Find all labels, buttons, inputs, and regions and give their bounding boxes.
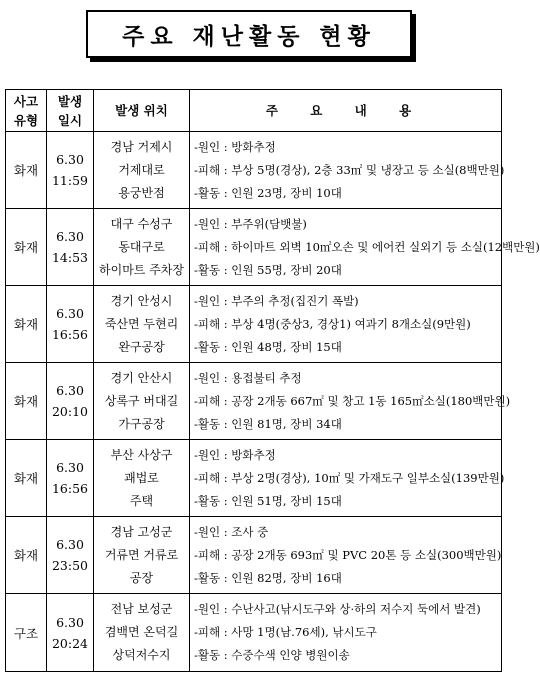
header-time-line1: 발생 (57, 93, 83, 109)
location-line: 주택 (129, 493, 154, 508)
table-row (6, 517, 502, 594)
incident-location (94, 440, 190, 517)
location-line: 겸백면 온덕길 (104, 625, 179, 639)
disaster-status-table (5, 89, 540, 672)
incident-details (190, 209, 540, 286)
detail-cause: -원인 : 조사 중 (194, 524, 269, 539)
incident-date: 6.30 (56, 537, 84, 552)
incident-type: 화재 (6, 517, 47, 594)
location-line: 경기 안성시 (110, 293, 173, 308)
header-time-line2: 일시 (57, 112, 83, 128)
header-type (6, 90, 47, 132)
incident-type: 화재 (6, 363, 47, 440)
incident-time: 23:50 (51, 558, 89, 573)
incident-location (94, 132, 190, 209)
incident-details (190, 517, 502, 594)
location-line: 상덕저수지 (112, 648, 171, 662)
location-line: 경남 거제시 (110, 139, 173, 154)
detail-damage: -피해 : 부상 5명(경상), 2층 33㎡ 및 냉장고 등 소실(8백만원) (194, 162, 505, 177)
incident-datetime (47, 594, 94, 672)
table-row (6, 286, 502, 363)
location-line: 동대구로 (118, 239, 165, 254)
location-line: 대구 수성구 (110, 216, 173, 231)
incident-datetime (47, 363, 94, 440)
detail-activity: -활동 : 인원 55명, 장비 20대 (194, 262, 342, 277)
incident-date: 6.30 (56, 614, 84, 630)
detail-activity: -활동 : 수중수색 인양 병원이송 (194, 648, 350, 662)
location-line: 경남 고성군 (110, 524, 173, 539)
incident-type: 구조 (6, 594, 47, 672)
incident-location (94, 517, 190, 594)
location-line: 경기 안산시 (110, 370, 173, 385)
location-line: 하이마트 주차장 (99, 262, 184, 277)
detail-cause: -원인 : 수난사고(낚시도구와 상·하의 저수지 둑에서 발견) (194, 602, 481, 616)
header-type-line2: 유형 (13, 112, 39, 128)
location-line: 전남 보성군 (110, 602, 173, 616)
incident-location (94, 363, 190, 440)
table-row (6, 594, 502, 672)
detail-cause: -원인 : 방화추정 (194, 447, 276, 462)
detail-damage: -피해 : 공장 2개동 667㎡ 및 창고 1동 165㎡소실(180백만원) (194, 393, 511, 408)
location-line: 완구공장 (118, 339, 165, 354)
incident-datetime (47, 286, 94, 363)
incident-datetime (47, 209, 94, 286)
incident-date: 6.30 (56, 229, 84, 244)
incident-details (190, 440, 505, 517)
detail-activity: -활동 : 인원 48명, 장비 15대 (194, 339, 342, 354)
incident-date: 6.30 (56, 152, 84, 167)
detail-damage: -피해 : 부상 2명(경상), 10㎡ 및 가재도구 일부소실(139만원) (194, 470, 505, 485)
page-title: 주요 재난활동 현황 (86, 10, 412, 58)
location-line: 용궁반점 (118, 185, 165, 200)
detail-activity: -활동 : 인원 51명, 장비 15대 (194, 493, 342, 508)
incident-datetime (47, 132, 94, 209)
incident-time: 20:24 (51, 635, 89, 651)
incident-details (190, 363, 511, 440)
location-line: 거류면 거류로 (104, 547, 179, 562)
location-line: 가구공장 (118, 416, 165, 431)
header-time (47, 90, 94, 132)
detail-cause: -원인 : 부주위(담뱃불) (194, 216, 307, 231)
incident-details (190, 132, 505, 209)
incident-time: 16:56 (51, 481, 89, 496)
incident-date: 6.30 (56, 383, 84, 398)
detail-damage: -피해 : 하이마트 외벽 10㎡오손 및 에어컨 실외기 등 소실(12백만원) (194, 239, 540, 254)
incident-time: 14:53 (51, 250, 89, 265)
incident-type: 화재 (6, 440, 47, 517)
detail-cause: -원인 : 용접불티 추정 (194, 370, 302, 385)
detail-damage: -피해 : 사망 1명(남.76세), 낚시도구 (194, 625, 377, 639)
location-line: 괘법로 (124, 470, 159, 485)
incident-type: 화재 (6, 132, 47, 209)
table-row (6, 363, 502, 440)
incident-date: 6.30 (56, 460, 84, 475)
detail-activity: -활동 : 인원 81명, 장비 34대 (194, 416, 342, 431)
header-location: 발생 위치 (94, 90, 190, 132)
incident-details (190, 286, 502, 363)
incident-location (94, 594, 190, 672)
incident-time: 20:10 (51, 404, 89, 419)
incident-location (94, 286, 190, 363)
location-line: 거제대로 (118, 162, 165, 177)
incident-type: 화재 (6, 209, 47, 286)
table-row (6, 440, 502, 517)
incident-details (190, 594, 502, 672)
table-row (6, 209, 502, 286)
header-type-line1: 사고 (13, 93, 39, 109)
detail-cause: -원인 : 부주의 추정(집진기 폭발) (194, 293, 359, 308)
location-line: 죽산면 두현리 (104, 316, 179, 331)
incident-location (94, 209, 190, 286)
detail-damage: -피해 : 부상 4명(중상3, 경상1) 여과기 8개소실(9만원) (194, 316, 471, 331)
incident-time: 11:59 (51, 173, 89, 188)
location-line: 공장 (129, 570, 154, 585)
table-header-row (6, 90, 502, 132)
detail-damage: -피해 : 공장 2개동 693㎡ 및 PVC 20톤 등 소실(300백만원) (194, 547, 502, 562)
location-line: 상록구 버대길 (104, 393, 179, 408)
table-row (6, 132, 502, 209)
incident-datetime (47, 517, 94, 594)
incident-time: 16:56 (51, 327, 89, 342)
header-details: 주 요 내 용 (190, 90, 502, 132)
detail-activity: -활동 : 인원 82명, 장비 16대 (194, 570, 342, 585)
detail-cause: -원인 : 방화추정 (194, 139, 276, 154)
incident-date: 6.30 (56, 306, 84, 321)
detail-activity: -활동 : 인원 23명, 장비 10대 (194, 185, 342, 200)
location-line: 부산 사상구 (110, 447, 173, 462)
incident-datetime (47, 440, 94, 517)
incident-type: 화재 (6, 286, 47, 363)
